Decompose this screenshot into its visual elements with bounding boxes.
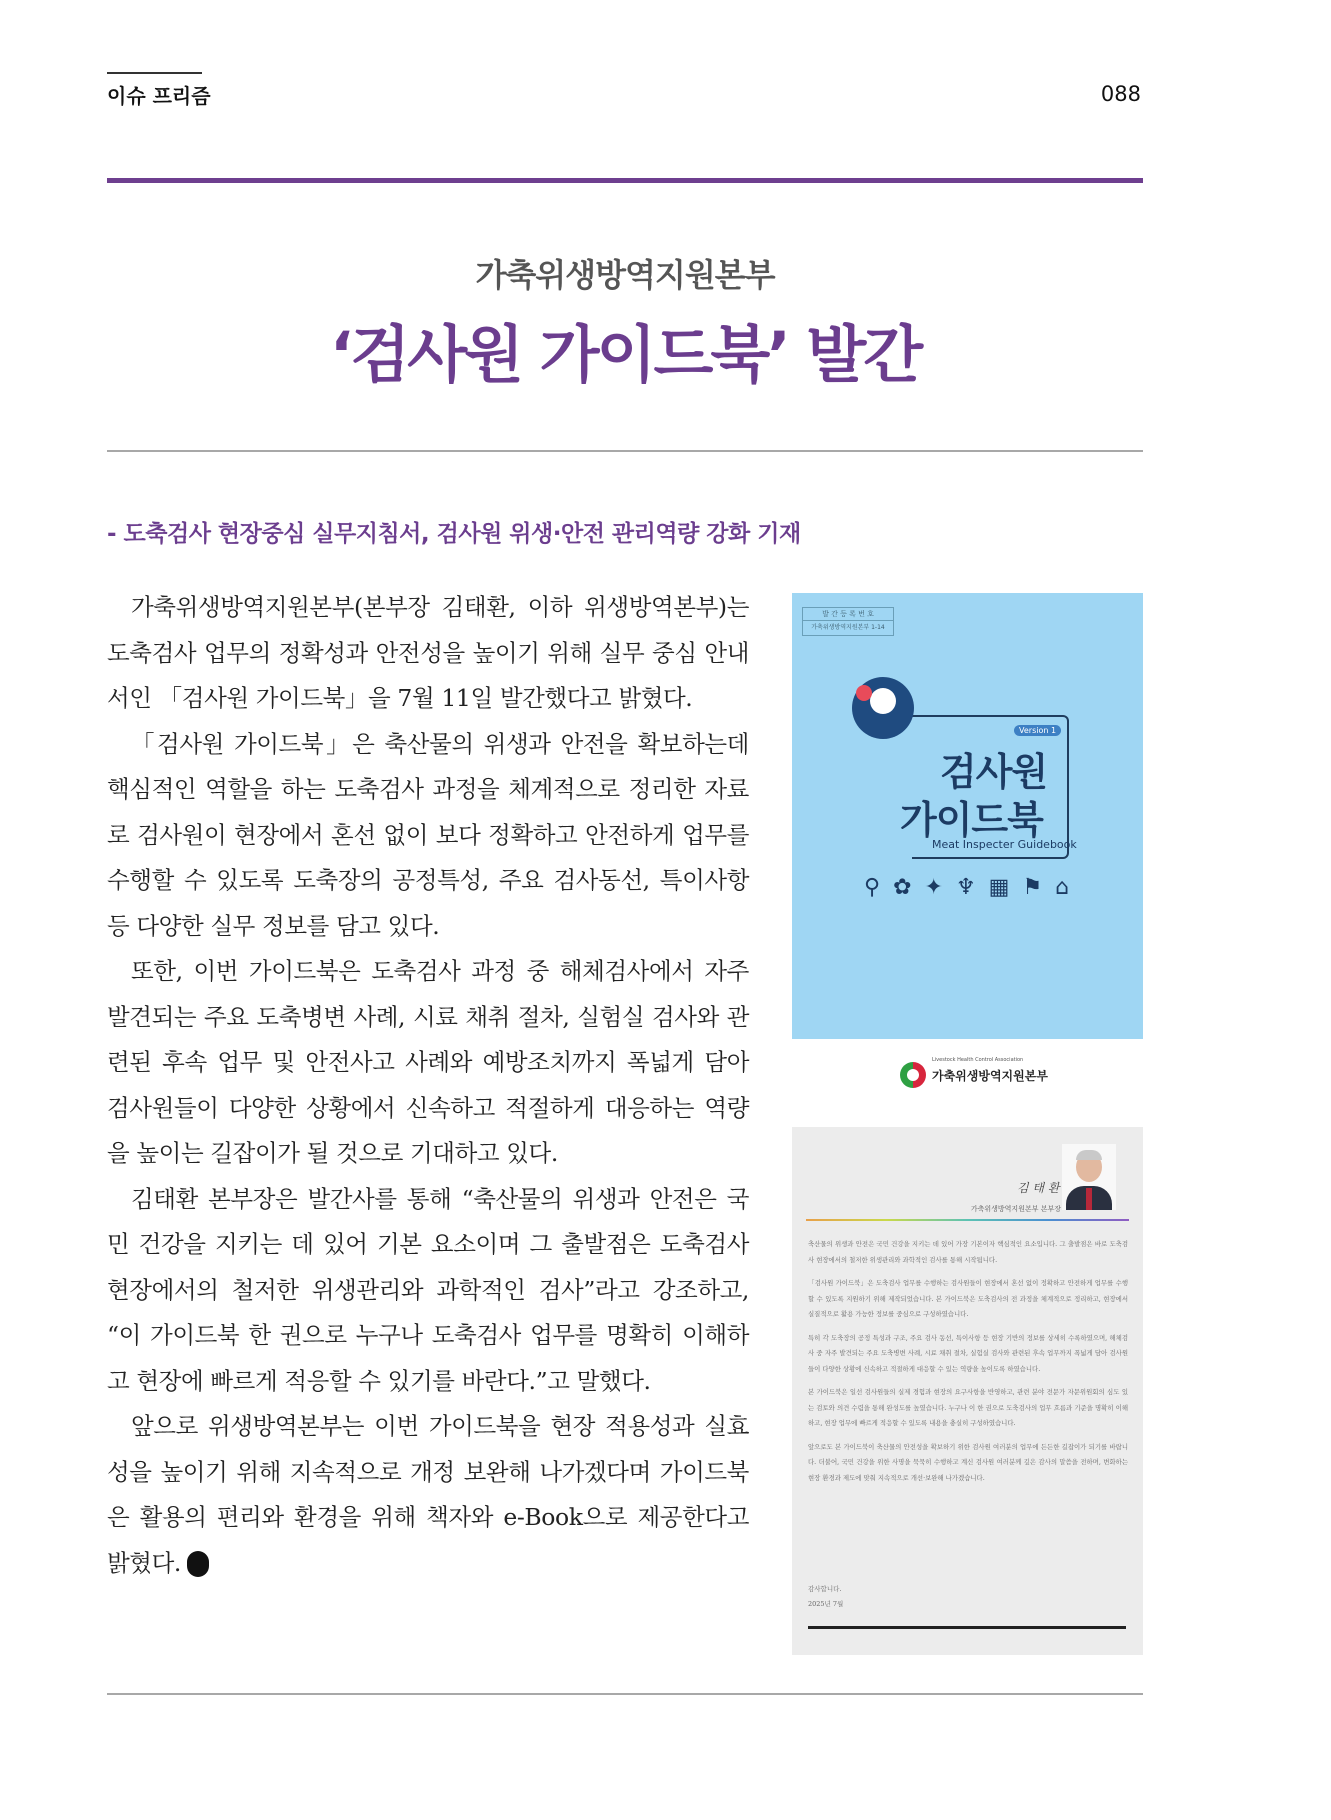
foreword-paragraph-3: 특히 각 도축장의 공정 특성과 구조, 주요 검사 동선, 특이사항 등 현장 기반의 정보를 상세히 수록하였으며, 해체검사 중 자주 발견되는 주요 도축병변 사례, 시료 채취 절차, 실험실 검사와 관련된 후속 업무까지 폭넓게 담아 검사원들이 다양한 상황에 신속하고 적절하게 대응할 수 있는 역량을 높이도록 하였습니다. xyxy=(808,1333,1128,1373)
foreword-date: 2025년 7월 xyxy=(808,1600,844,1608)
foreword-gradient-rule xyxy=(806,1219,1129,1221)
end-mark-icon: 축 xyxy=(187,1551,209,1577)
director-name-line: 가축위생방역지원본부 본부장 xyxy=(970,1205,1061,1213)
cover-title-line1: 검사원 xyxy=(940,750,1048,794)
foreword-paragraph-1: 축산물의 위생과 안전은 국민 건강을 지키는 데 있어 가장 기본이자 핵심적인 요소입니다. 그 출발점은 바로 도축검사 현장에서의 철저한 위생관리와 과학적인 검사를 통해 시작됩니다. xyxy=(808,1240,1128,1264)
body-paragraph-2: 「검사원 가이드북」은 축산물의 위생과 안전을 확보하는데 핵심적인 역할을 하는 도축검사 과정을 체계적으로 정리한 자료로 검사원이 현장에서 혼선 없이 보다 정확하고 안전하게 업무를 수행할 수 있도록 도축장의 공정특성, 주요 검사동선, 특이사항 등 다양한 실무 정보를 담고 있다. xyxy=(107,729,749,940)
cover-version-badge: Version 1 xyxy=(1014,725,1061,736)
body-paragraph-4: 김태환 본부장은 발간사를 통해 “축산물의 위생과 안전은 국민 건강을 지키는 데 있어 기본 요소이며 그 출발점은 도축검사 현장에서의 철저한 위생관리와 과학적인 검사”라고 강조하고, “이 가이드북 한 권으로 누구나 도축검사 업무를 명확히 이해하고 현장에 빠르게 적응할 수 있기를 바란다.”고 말했다. xyxy=(107,1184,749,1395)
body-paragraph-5 xyxy=(107,1404,749,1586)
foreword-page-image xyxy=(792,1127,1143,1655)
virus-badge-icon xyxy=(856,685,872,701)
registration-number: 가축위생방역지원본부 1-14 xyxy=(811,624,885,631)
livestock-icons: ⚲ ✿ ✦ ♆ ▦ ⚑ ⌂ xyxy=(864,875,1073,900)
title-divider xyxy=(107,450,1143,452)
article-title: ‘검사원 가이드북’ 발간 xyxy=(329,318,921,391)
footer-divider xyxy=(107,1693,1143,1695)
header-divider xyxy=(107,178,1143,183)
article-subtitle: - 도축검사 현장중심 실무지침서, 검사원 위생·안전 관리역량 강화 기재 xyxy=(107,521,801,547)
section-label: 이슈 프리즘 xyxy=(107,84,211,108)
foreword-thanks: 감사합니다. xyxy=(808,1585,842,1593)
org-logo-icon xyxy=(900,1062,926,1088)
director-signature: 김 태 환 xyxy=(1017,1181,1060,1195)
body-paragraph-1: 가축위생방역지원본부(본부장 김태환, 이하 위생방역본부)는 도축검사 업무의 정확성과 안전성을 높이기 위해 실무 중심 안내서인 「검사원 가이드북」을 7월 11일 발간했다고 밝혔다. xyxy=(107,593,749,712)
section-label-bar xyxy=(107,72,202,74)
foreword-bottom-rule xyxy=(808,1626,1126,1629)
guidebook-cover-image xyxy=(792,593,1143,1039)
foreword-closing xyxy=(808,1582,843,1612)
foreword-paragraph-4: 본 가이드북은 일선 검사원들의 실제 경험과 현장의 요구사항을 반영하고, 관련 분야 전문가 자문위원회의 심도 있는 검토와 의견 수렴을 통해 완성도를 높였습니다. 누구나 이 한 권으로 도축검사의 업무 흐름과 기준을 명확히 이해하고, 현장 업무에 빠르게 적응할 수 있도록 내용을 충실히 구성하였습니다. xyxy=(808,1388,1128,1427)
registration-box xyxy=(802,607,894,636)
foreword-body xyxy=(808,1237,1128,1494)
article-body xyxy=(107,585,749,1586)
org-logo xyxy=(900,1057,1060,1088)
org-logo-english: Livestock Health Control Association xyxy=(932,1057,1024,1063)
foreword-paragraph-5: 앞으로도 본 가이드북이 축산물의 안전성을 확보하기 위한 검사원 여러분의 업무에 든든한 길잡이가 되기를 바랍니다. 더불어, 국민 건강을 위한 사명을 묵묵히 수행하고 계신 검사원 여러분께 깊은 감사의 말씀을 전하며, 변화하는 현장 환경과 제도에 맞춰 지속적으로 개선·보완해 나가겠습니다. xyxy=(808,1442,1128,1482)
inspector-face-icon xyxy=(870,688,896,714)
page-number: 088 xyxy=(1100,82,1141,106)
org-logo-text: 가축위생방역지원본부 xyxy=(932,1069,1048,1083)
cover-subtitle: Meat Inspecter Guidebook xyxy=(932,838,1077,851)
director-photo xyxy=(1062,1144,1116,1210)
foreword-paragraph-2: 「검사원 가이드북」은 도축검사 업무를 수행하는 검사원들이 현장에서 혼선 없이 정확하고 안전하게 업무를 수행할 수 있도록 지원하기 위해 제작되었습니다. 본 가이드북은 도축검사의 전 과정을 체계적으로 정리하고, 현장에서 실질적으로 활용 가능한 정보를 중심으로 구성하였습니다. xyxy=(808,1279,1128,1318)
registration-heading: 발 간 등 록 번 호 xyxy=(803,608,893,621)
body-paragraph-5-text: 앞으로 위생방역본부는 이번 가이드북을 현장 적용성과 실효성을 높이기 위해 지속적으로 개정 보완해 나가겠다며 가이드북은 활용의 편리와 환경을 위해 책자와 e-Book으로 제공한다고 밝혔다. xyxy=(107,1412,749,1577)
org-heading: 가축위생방역지원본부 xyxy=(475,256,775,294)
cover-title-line2: 가이드북 xyxy=(900,798,1043,842)
body-paragraph-3: 또한, 이번 가이드북은 도축검사 과정 중 해체검사에서 자주 발견되는 주요 도축병변 사례, 시료 채취 절차, 실험실 검사와 관련된 후속 업무 및 안전사고 사례와 예방조치까지 폭넓게 담아 검사원들이 다양한 상황에서 신속하고 적절하게 대응하는 역량을 높이는 길잡이가 될 것으로 기대하고 있다. xyxy=(107,957,749,1167)
